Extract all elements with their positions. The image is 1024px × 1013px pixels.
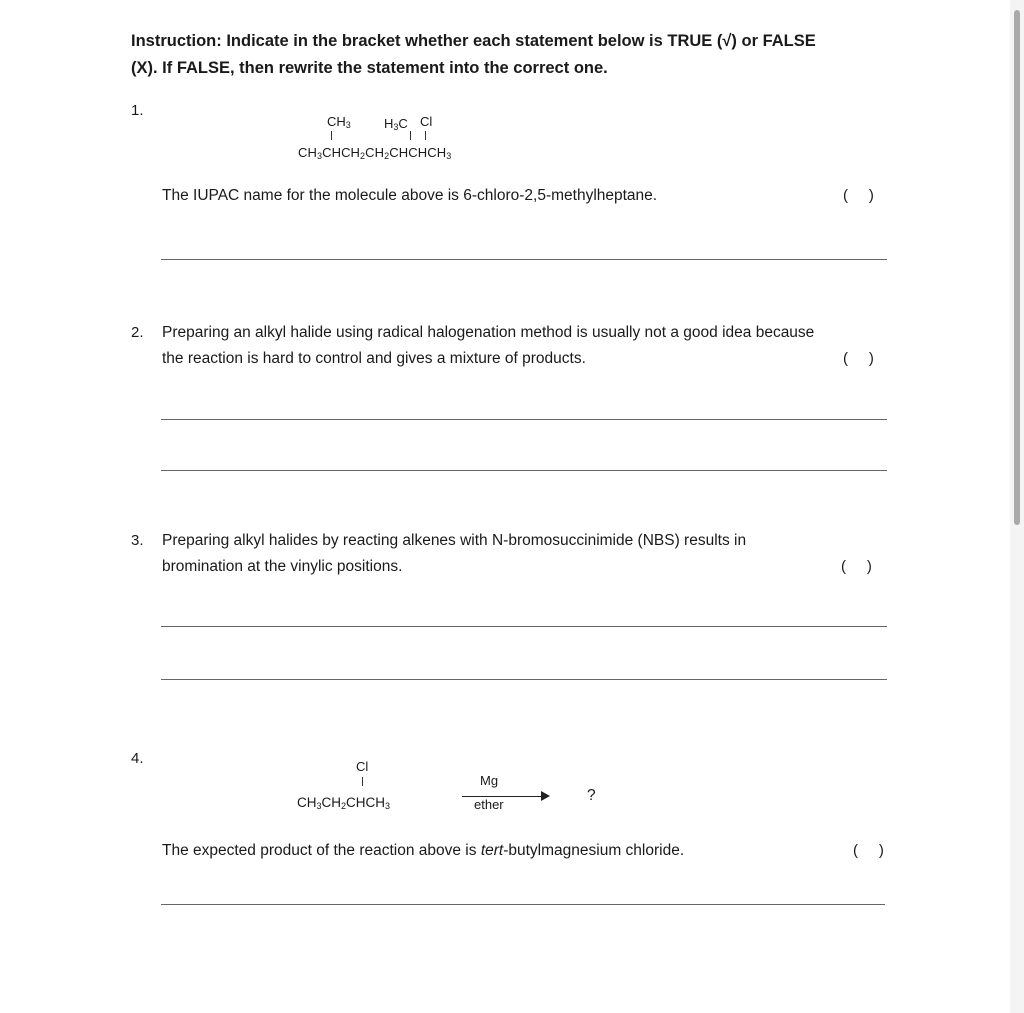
q4-statement: The expected product of the reaction above is tert-butylmagnesium chloride.	[162, 842, 685, 859]
q2-answer-line-2[interactable]	[161, 470, 887, 471]
q4-number: 4.	[131, 750, 144, 767]
q4-product: ?	[587, 787, 596, 804]
q3-answer-line-1[interactable]	[161, 626, 887, 627]
q4-reagent-mg: Mg	[480, 773, 499, 788]
q4-reagent-ether: ether	[474, 797, 504, 812]
q2-statement-line-1: Preparing an alkyl halide using radical halogenation method is usually not a good idea because	[162, 324, 815, 341]
q4-answer-bracket[interactable]: ( )	[853, 842, 884, 859]
q4-answer-line[interactable]	[161, 904, 885, 905]
q2-answer-line-1[interactable]	[161, 419, 887, 420]
instruction-line-1: Instruction: Indicate in the bracket whether each statement below is TRUE (√) or FALSE	[131, 32, 816, 50]
q3-answer-line-2[interactable]	[161, 679, 887, 680]
q1-cl-substituent: Cl	[420, 114, 433, 129]
q2-statement-line-2: the reaction is hard to control and gives a mixture of products.	[162, 350, 586, 367]
q3-answer-bracket[interactable]: ( )	[841, 558, 872, 575]
q3-statement-line-2: bromination at the vinylic positions.	[162, 558, 403, 575]
q1-main-chain: $CH_3CHCH_2CH_2CHCHCH_3$	[298, 145, 452, 161]
q1-bond-1	[331, 131, 332, 140]
q1-answer-bracket[interactable]: ( )	[843, 187, 874, 204]
q4-reactant-chain: $CH_3CH_2CHCH_3$	[297, 795, 391, 811]
q3-statement-line-1: Preparing alkyl halides by reacting alkenes with N-bromosuccinimide (NBS) results in	[162, 532, 747, 549]
q1-ch3-substituent: $CH_3$	[327, 114, 351, 130]
instruction-line-2: (X). If FALSE, then rewrite the statement into the correct one.	[131, 59, 608, 77]
q4-bond	[362, 777, 363, 786]
q4-cl-substituent: Cl	[356, 759, 369, 774]
scrollbar-track[interactable]	[1010, 0, 1024, 1013]
scrollbar-thumb[interactable]	[1014, 10, 1020, 525]
q1-answer-line[interactable]	[161, 259, 887, 260]
q1-h3c-substituent: $H_3C$	[384, 116, 408, 132]
q3-number: 3.	[131, 532, 144, 549]
q2-number: 2.	[131, 324, 144, 341]
q4-arrow-head	[541, 791, 550, 801]
q1-bond-2	[410, 131, 411, 140]
q1-number: 1.	[131, 102, 144, 119]
q1-statement: The IUPAC name for the molecule above is 6-chloro-2,5-methylheptane.	[162, 187, 658, 204]
q2-answer-bracket[interactable]: ( )	[843, 350, 874, 367]
q1-bond-3	[425, 131, 426, 140]
